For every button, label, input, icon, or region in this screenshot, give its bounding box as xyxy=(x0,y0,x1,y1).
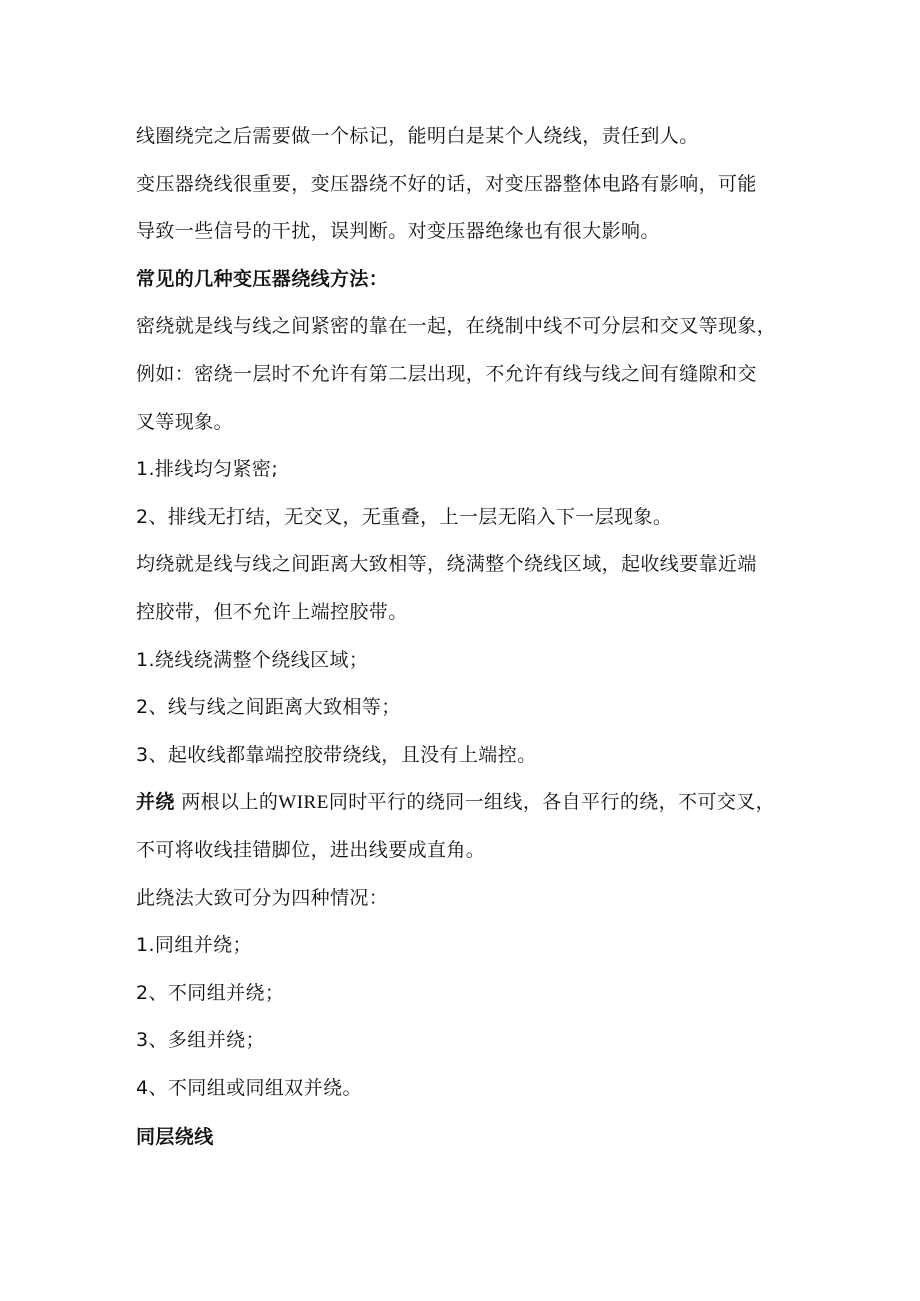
list-item-even-1: 1.绕线绕满整个绕线区域； xyxy=(136,648,369,671)
list-item-parallel-1: 1.同组并绕； xyxy=(136,934,252,957)
wire-term: WIRE xyxy=(278,792,329,814)
parallel-winding-text-post: 同时平行的绕同一组线，各自平行的绕，不可交叉， xyxy=(328,791,776,814)
heading-winding-methods: 常见的几种变压器绕线方法： xyxy=(136,267,389,290)
list-item-parallel-4: 4、不同组或同组双并绕。 xyxy=(136,1076,362,1099)
paragraph-even-winding-line-1: 均绕就是线与线之间距离大致相等，绕满整个绕线区域，起收线要靠近端 xyxy=(136,553,757,576)
paragraph-importance-line-1: 变压器绕线很重要，变压器绕不好的话，对变压器整体电路有影响，可能 xyxy=(136,172,757,195)
list-item-parallel-3: 3、多组并绕； xyxy=(136,1029,265,1052)
paragraph-dense-winding-line-3: 叉等现象。 xyxy=(136,410,234,433)
paragraph-marking: 线圈绕完之后需要做一个标记，能明白是某个人绕线，责任到人。 xyxy=(136,125,699,147)
paragraph-dense-winding-line-2: 例如：密绕一层时不允许有第二层出现，不允许有线与线之间有缝隙和交 xyxy=(136,362,757,385)
parallel-winding-text-pre: 两根以上的 xyxy=(174,791,279,814)
list-item-parallel-2: 2、不同组并绕； xyxy=(136,981,285,1004)
list-item-even-3: 3、起收线都靠端控胶带绕线，且没有上端控。 xyxy=(136,743,537,766)
parallel-winding-term: 并绕 xyxy=(136,791,175,814)
paragraph-four-cases: 此绕法大致可分为四种情况： xyxy=(136,886,389,909)
heading-same-layer-winding: 同层绕线 xyxy=(136,1126,214,1149)
list-item-dense-1: 1.排线均匀紧密; xyxy=(136,458,279,481)
paragraph-importance-line-2: 导致一些信号的干扰，误判断。对变压器绝缘也有很大影响。 xyxy=(136,220,660,243)
document-page xyxy=(136,113,796,1162)
paragraph-parallel-winding-line-2: 不可将收线挂错脚位，进出线要成直角。 xyxy=(136,838,486,861)
list-item-even-2: 2、线与线之间距离大致相等； xyxy=(136,696,401,719)
paragraph-parallel-winding-line-1 xyxy=(136,779,796,827)
paragraph-dense-winding-line-1: 密绕就是线与线之间紧密的靠在一起，在绕制中线不可分层和交叉等现象， xyxy=(136,315,777,338)
list-item-dense-2: 2、排线无打结，无交叉，无重叠，上一层无陷入下一层现象。 xyxy=(136,505,673,528)
paragraph-even-winding-line-2: 控胶带，但不允许上端控胶带。 xyxy=(136,600,408,623)
